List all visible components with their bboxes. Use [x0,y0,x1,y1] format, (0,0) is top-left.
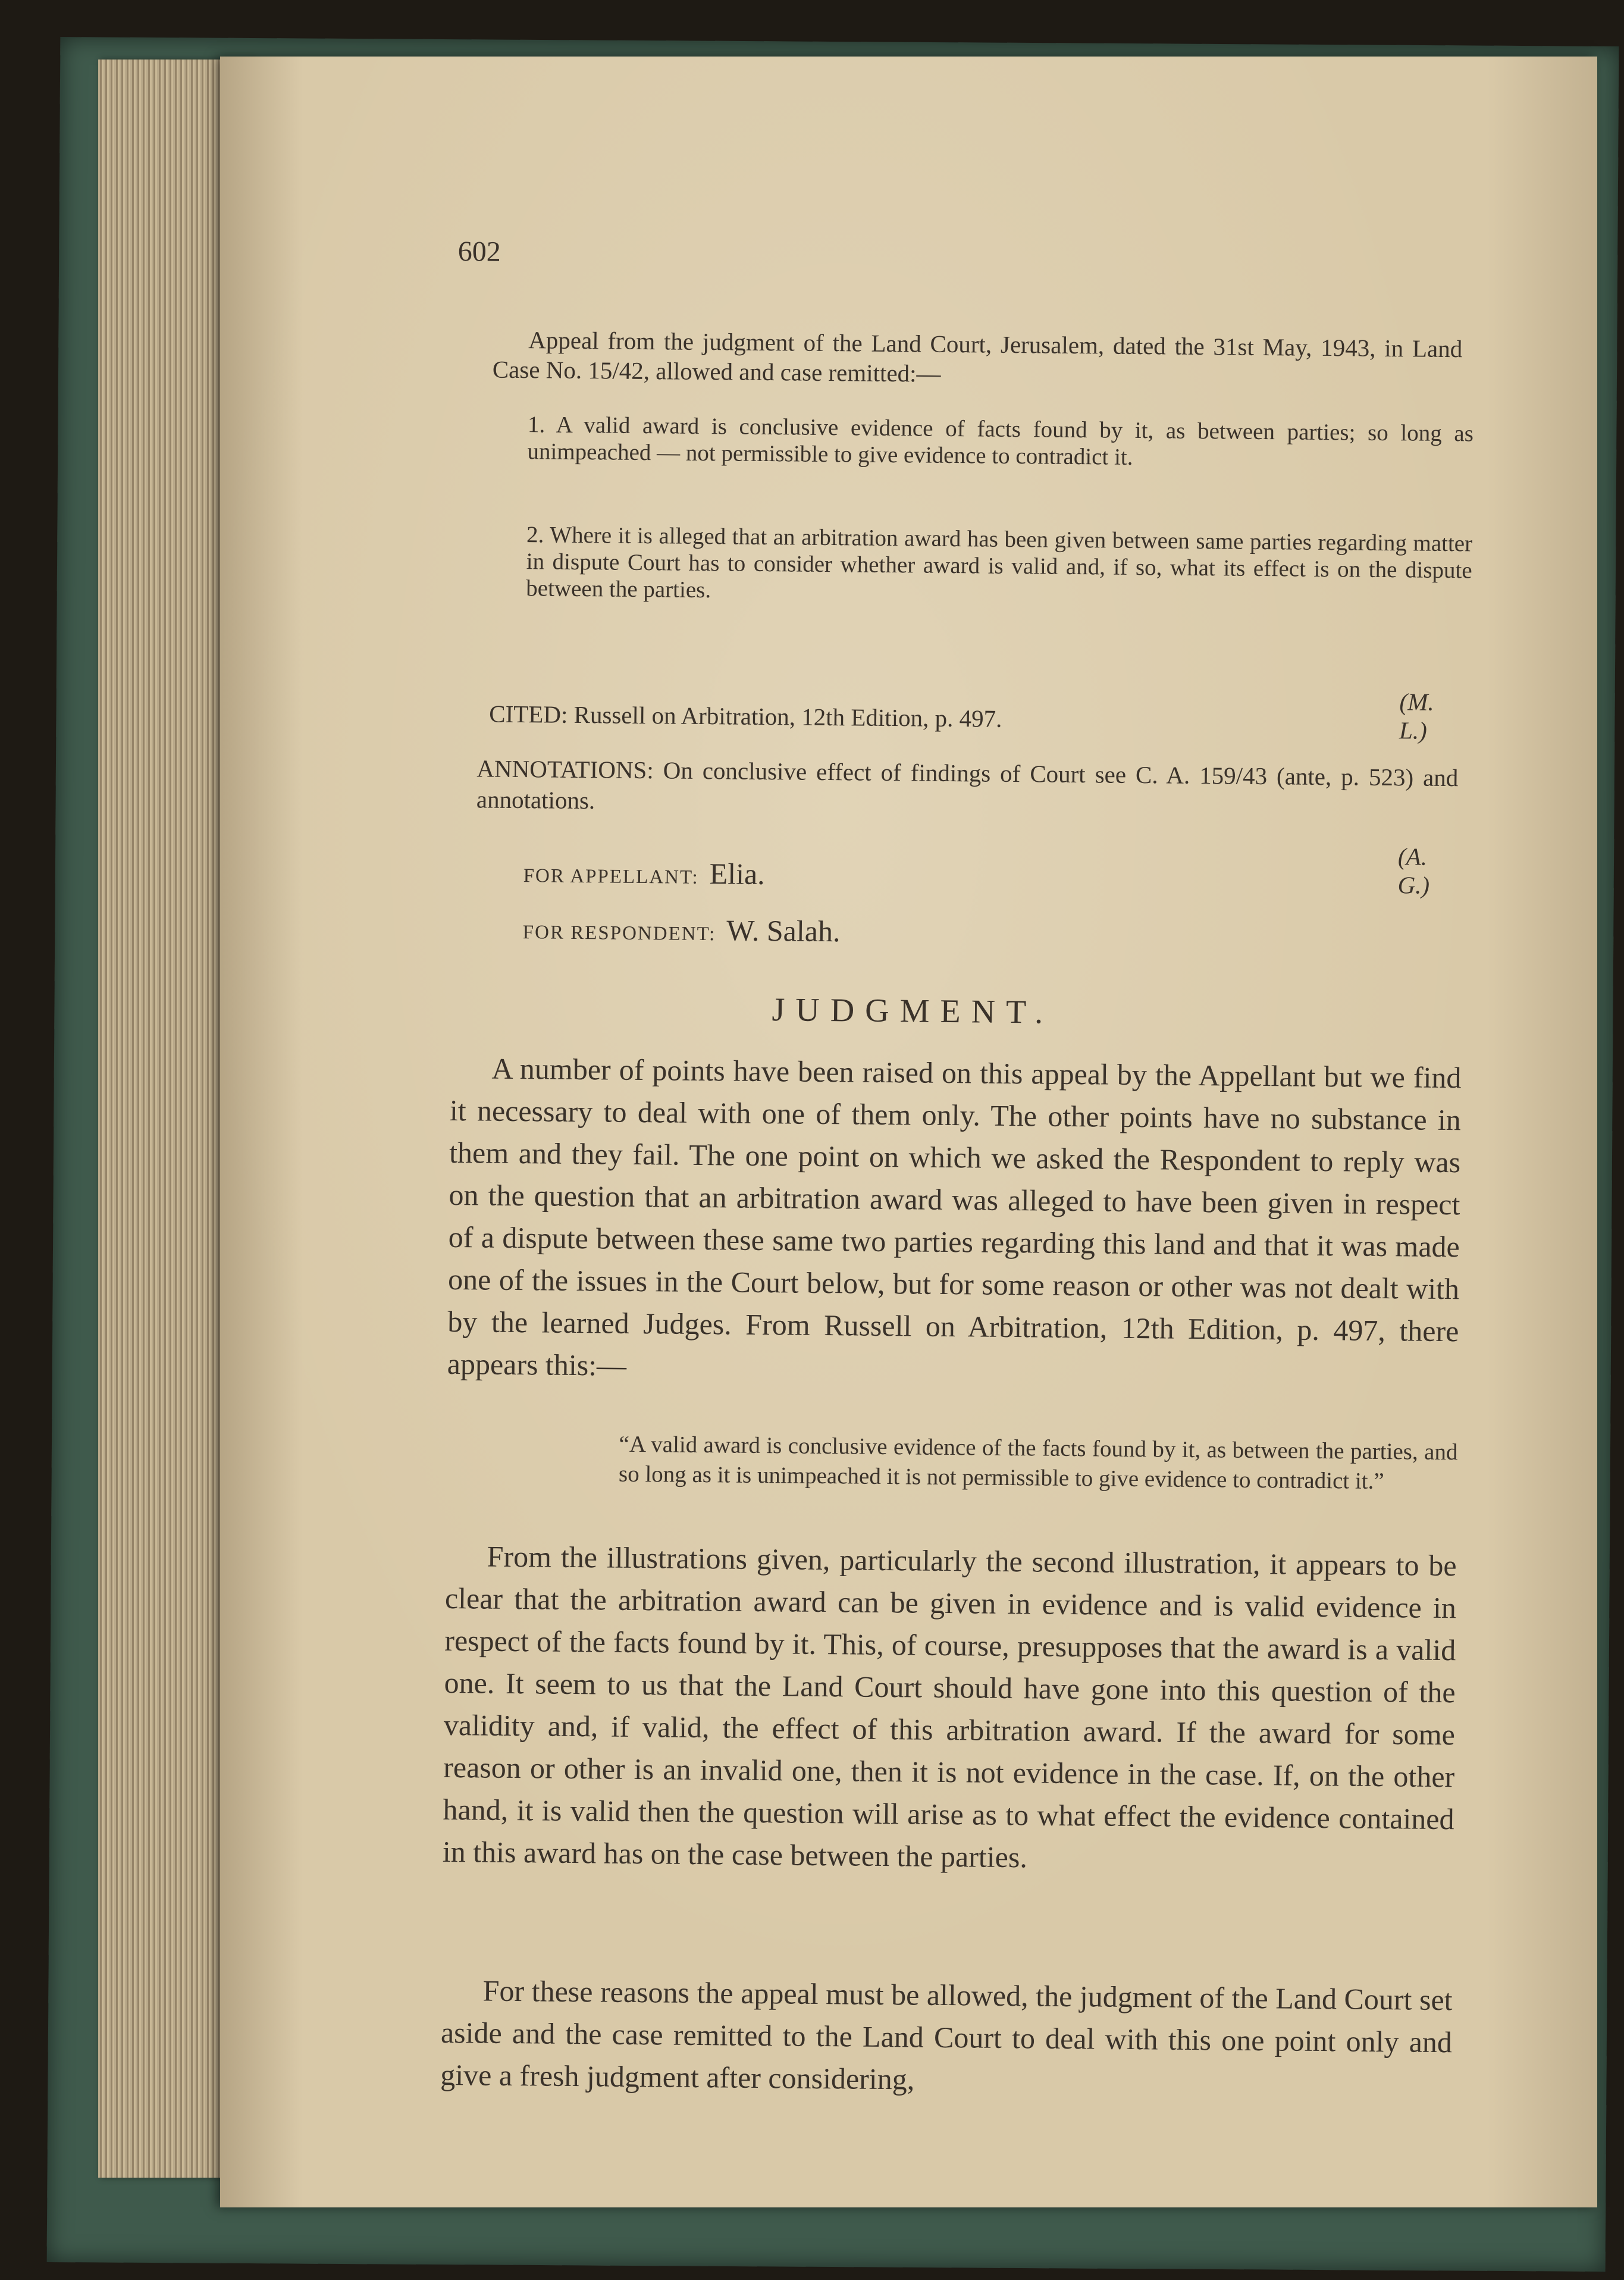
reporter-initials-2: (A. G.) [1397,843,1430,899]
page-content [440,235,1474,2096]
appellant-label: FOR APPELLANT: [523,865,699,888]
appellant-name: Elia. [709,857,765,891]
holding-2: 2. Where it is alleged that an arbitration award has been given between same parties regarding matter in dispute Court has to consider whether award is valid and, if so, what its effect is on the dispute between the parties. [526,522,1473,603]
respondent-name: W. Salah. [726,913,841,948]
judgment-paragraph-3: For these reasons the appeal must be allowed, the judgment of the Land Court set aside and the case remitted to the Land Court to deal with this one point only and give a fresh judgment after considering, [440,1974,1453,2096]
headnote: Appeal from the judgment of the Land Court, Jerusalem, dated the 31st May, 1943, in Land Case No. 15/42, allowed and case remitted:— [492,326,1463,387]
counsel-appellant [523,854,765,891]
book-page [220,57,1597,2207]
holding-1: 1. A valid award is conclusive evidence of facts found by it, as between parties; so long as unimpeached — not permissible to give evidence to contradict it. [527,412,1474,470]
annotations-line: ANNOTATIONS: On conclusive effect of findings of Court see C. A. 159/43 (ante, p. 523) and annotations. [476,754,1459,815]
judgment-paragraph-2: From the illustrations given, particularly the second illustration, it appears to be clear that the arbitration award can be given in evidence and is valid evidence in respect of the facts found by it. This, of course, presupposes that the award is a valid one. It seem to us that the Land Court should have gone into this question of the validity and, if valid, the effect of this arbitration award. If the award for some reason or other is an invalid one, then it is not evidence in the case. If, on the other hand, it is valid then the question will arise as to what effect the evidence contained in this award has on the case between the parties. [442,1539,1457,1874]
respondent-label: FOR RESPONDENT: [522,922,716,945]
cited-line: CITED: Russell on Arbitration, 12th Edition, p. 497. [489,700,1002,732]
judgment-paragraph-1: A number of points have been raised on this appeal by the Appellant but we find it necessary to deal with one of them only. The other points have no substance in them and they fail. The one point on which we asked the Respondent to reply was on the question that an arbitration award was alleged to have been given in respect of a dispute between these same two parties regarding this land and that it was made one of the issues in the Court below, but for some reason or other was not dealt with by the learned Judges. From Russell on Arbitration, 12th Edition, p. 497, there appears this:— [447,1051,1462,1382]
page-number: 602 [457,235,501,268]
counsel-respondent [523,911,841,948]
judgment-heading: JUDGMENT. [772,991,1054,1031]
block-quote: “A valid award is conclusive evidence of the facts found by it, as between the parties, and so long as it is unimpeached it is not permissible to give evidence to contradict it.” [618,1431,1458,1495]
reporter-initials-1: (M. L.) [1399,688,1434,744]
